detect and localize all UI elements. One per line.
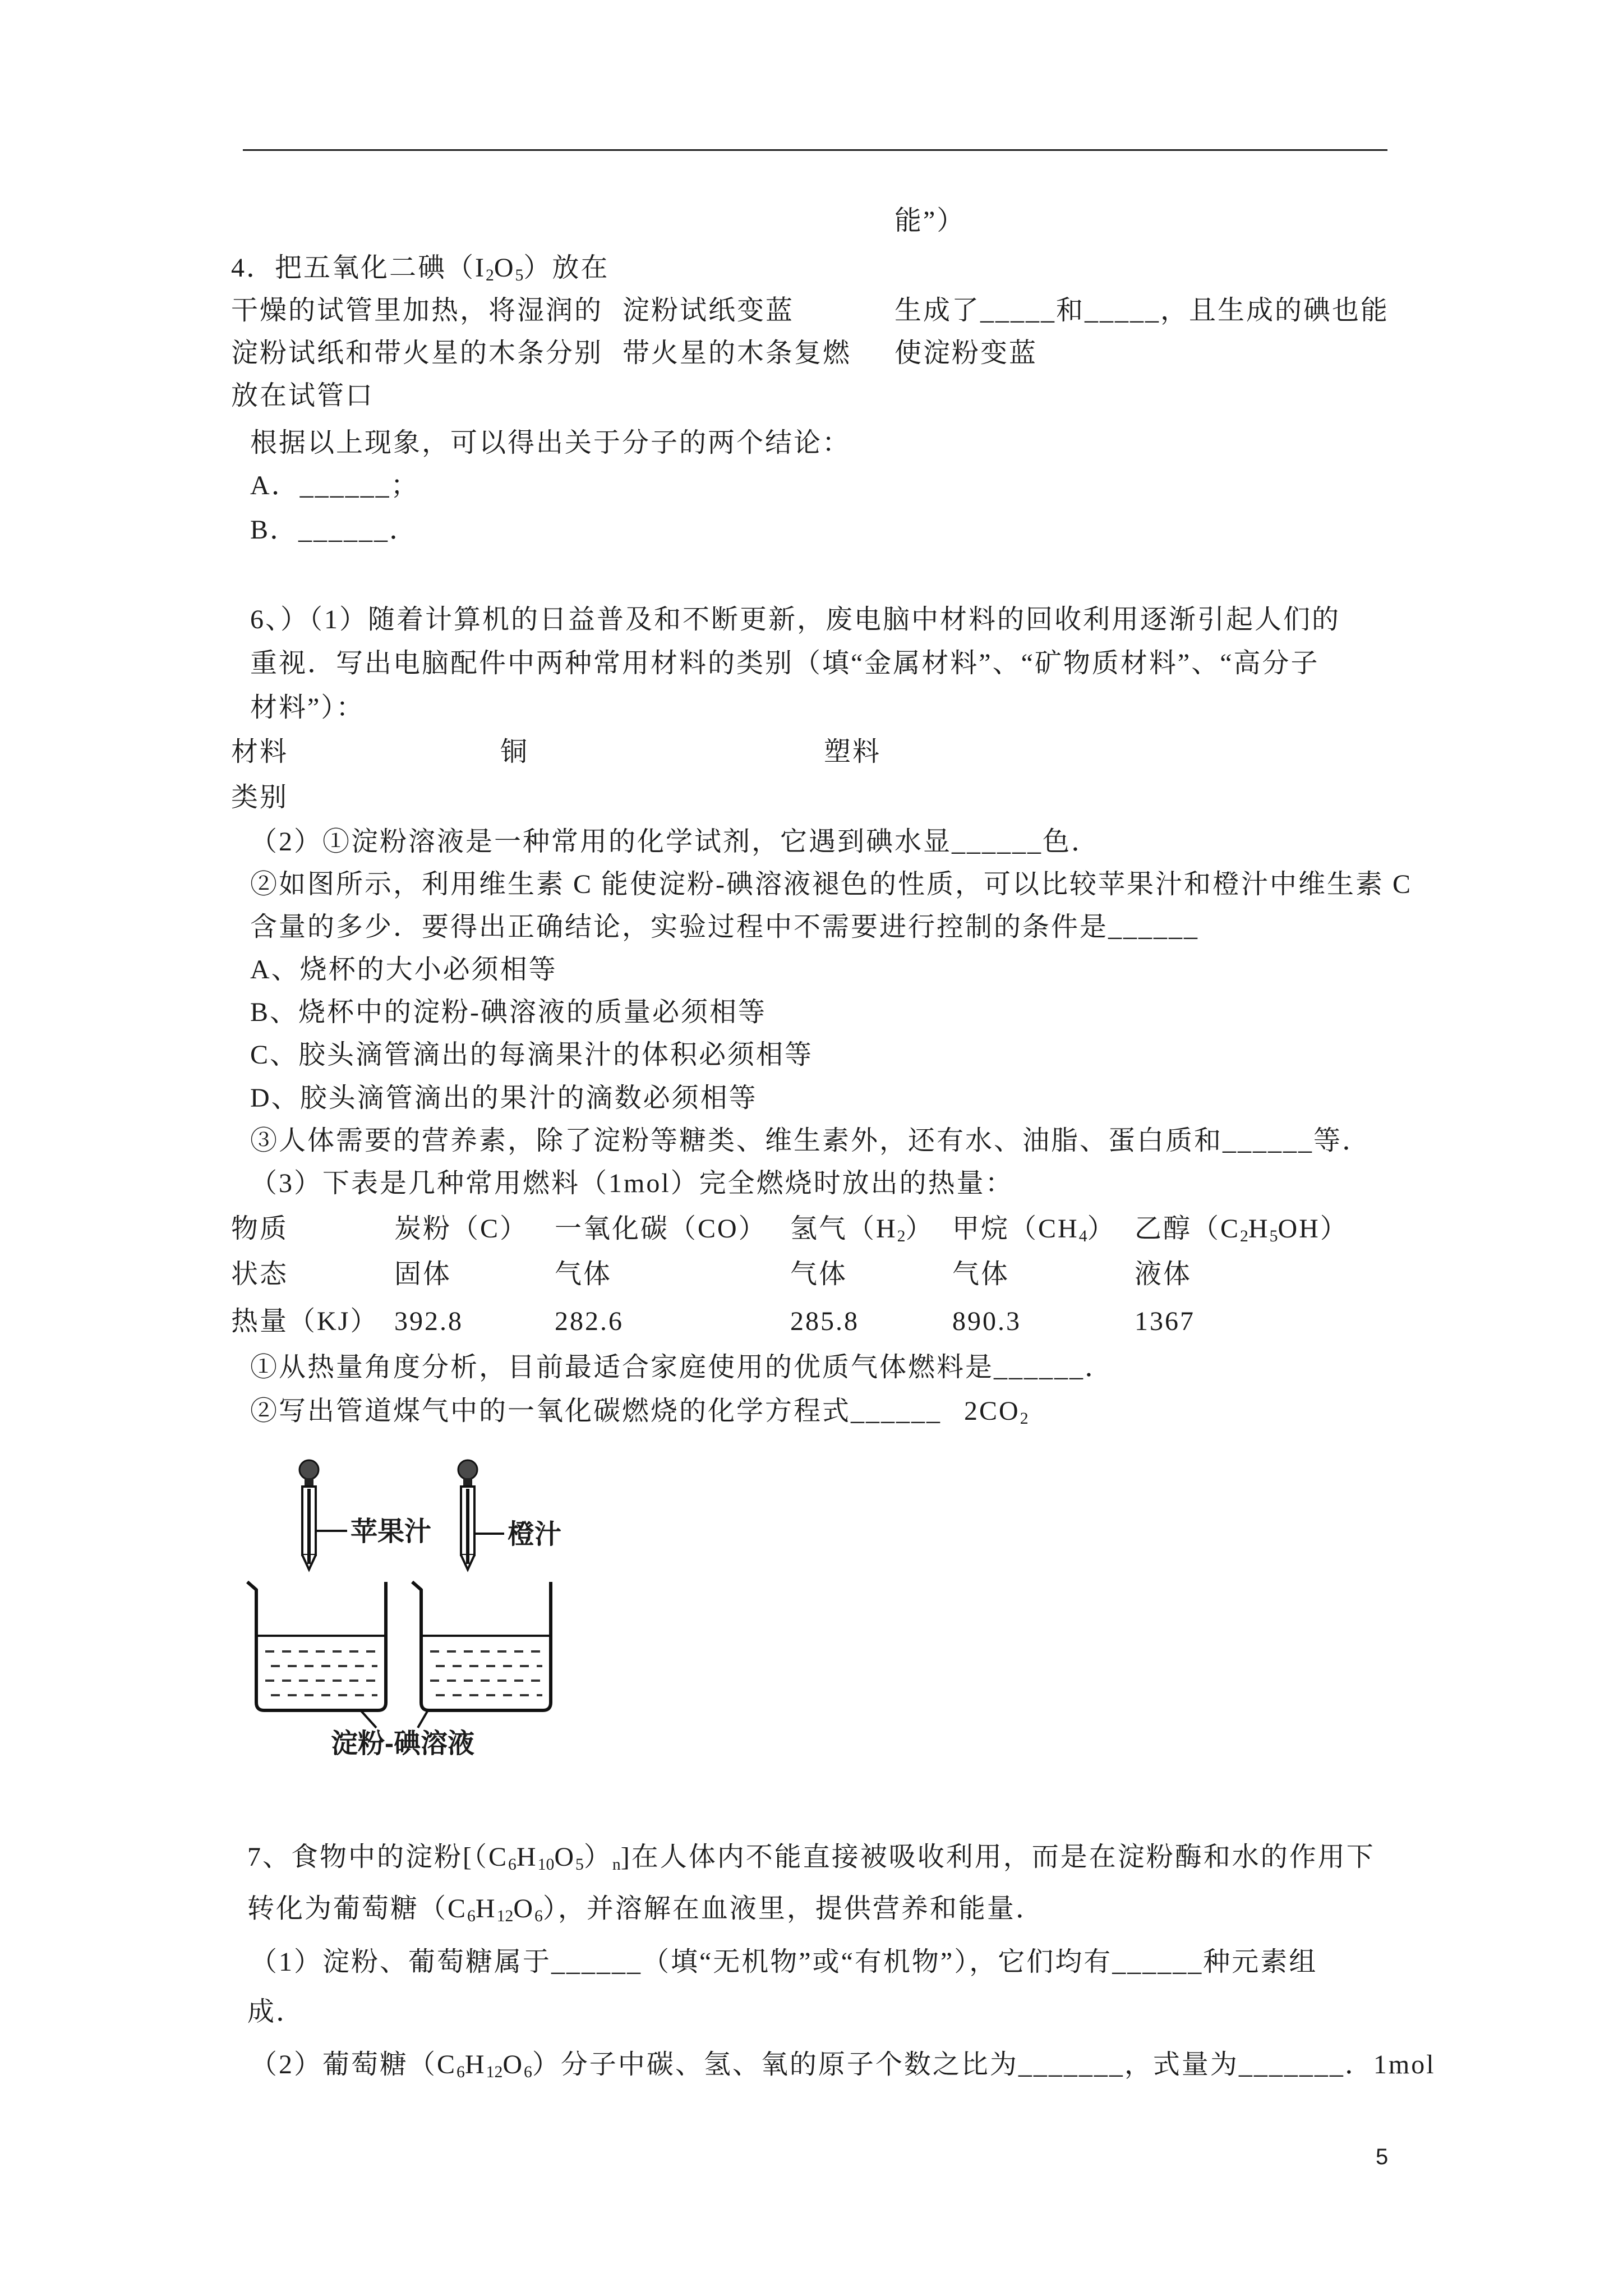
- q4-operation-line: 干燥的试管里加热，将湿润的: [231, 296, 603, 325]
- subscript: 2: [1240, 1227, 1248, 1246]
- dropper-apple-juice: [299, 1460, 319, 1570]
- beaker-outline: [412, 1582, 551, 1710]
- subscript: 2: [1020, 1409, 1029, 1428]
- subscript: 6: [534, 1907, 543, 1926]
- fuel-table-cell: 液体: [1135, 1259, 1192, 1289]
- beaker-left: [247, 1582, 386, 1710]
- q7-line: 成．: [247, 1997, 305, 2027]
- q4-intro: 4．把五氧化二碘$(I_2O_5)$放在: [231, 253, 610, 285]
- dropper-neck: [305, 1478, 313, 1487]
- q6-option-c: C、胶头滴管滴出的每滴果汁的体积必须相等: [250, 1040, 814, 1070]
- q4-prompt: 根据以上现象，可以得出关于分子的两个结论：: [250, 428, 851, 458]
- q6-part3-q2-product: $2CO_2$: [964, 1396, 1029, 1428]
- subscript: 6: [508, 1855, 517, 1874]
- subscript: 2: [897, 1227, 906, 1246]
- dropper-bulb: [299, 1460, 319, 1479]
- fuel-table-cell: 氢气$(H_2)$: [790, 1214, 934, 1246]
- fuel-table-row-label: 物质: [231, 1214, 289, 1244]
- page-number: 5: [1376, 2145, 1389, 2169]
- fuel-table-cell: 甲烷$(CH_4)$: [952, 1214, 1116, 1246]
- vitamin-c-experiment-figure: [243, 1457, 591, 1772]
- header-rule: [243, 149, 1387, 151]
- fuel-table-cell: 一氧化碳（CO）: [555, 1214, 767, 1244]
- q4-conclusion-line: 使淀粉变蓝: [895, 338, 1038, 368]
- material-table-cell: 铜: [500, 737, 529, 767]
- q4-phenomenon-line: 淀粉试纸变蓝: [623, 296, 795, 325]
- subscript: 5: [1269, 1227, 1278, 1246]
- q6-part2-line: （2）①淀粉溶液是一种常用的化学试剂，它遇到碘水显______色．: [250, 827, 1100, 857]
- q7-line: 转化为葡萄糖$(C_6H_{12}O_6)$，并溶解在血液里，提供营养和能量．: [247, 1894, 1044, 1926]
- fuel-table-row-label: 状态: [231, 1259, 289, 1289]
- fuel-table-cell: 285.8: [790, 1306, 859, 1336]
- fuel-table-cell: 392.8: [394, 1306, 463, 1336]
- beaker-outline: [247, 1582, 386, 1710]
- q4-prev-row-tail: 能”）: [895, 206, 966, 236]
- subscript: 5: [515, 266, 524, 285]
- subscript: n: [612, 1855, 621, 1874]
- q7-line: （2）葡萄糖$(C_6H_{12}O_6)$分子中碳、氢、氧的原子个数之比为_______，式量为_______．1mol: [250, 2050, 1436, 2082]
- q6-part3-q2: ②写出管道煤气中的一氧化碳燃烧的化学方程式______: [250, 1396, 942, 1426]
- dropper-orange-juice: [458, 1460, 477, 1570]
- q6-part3-q1: ①从热量角度分析，目前最适合家庭使用的优质气体燃料是______．: [250, 1352, 1114, 1382]
- subscript: 4: [1078, 1227, 1087, 1246]
- subscript: 12: [496, 1907, 514, 1926]
- fuel-table-cell: 气体: [555, 1259, 612, 1289]
- q6-option-a: A、烧杯的大小必须相等: [250, 955, 557, 984]
- beaker-label-leader-left: [361, 1710, 376, 1728]
- fuel-table-cell: 890.3: [952, 1306, 1021, 1336]
- q6-part1-line: 6、）（1）随着计算机的日益普及和不断更新，废电脑中材料的回收利用逐渐引起人们的: [250, 605, 1341, 634]
- subscript: 5: [575, 1855, 584, 1874]
- subscript: 2: [486, 266, 494, 285]
- dropper-bulb: [458, 1460, 477, 1479]
- q6-part2-line: 含量的多少．要得出正确结论，实验过程中不需要进行控制的条件是______: [250, 912, 1200, 942]
- fuel-table-cell: 炭粉（C）: [394, 1214, 529, 1244]
- q6-part1-line: 重视．写出电脑配件中两种常用材料的类别（填“金属材料”、“矿物质材料”、“高分子: [250, 648, 1320, 678]
- subscript: 12: [486, 2063, 503, 2082]
- beaker-label-leader-right: [418, 1710, 428, 1728]
- subscript: 6: [467, 1907, 476, 1926]
- q6-option-d: D、胶头滴管滴出的果汁的滴数必须相等: [250, 1083, 758, 1113]
- q4-operation-line: 放在试管口: [231, 381, 375, 411]
- fuel-table-cell: 固体: [394, 1259, 452, 1289]
- material-table-header-material: 材料: [231, 737, 289, 767]
- q4-answer-a: A．______；: [250, 471, 419, 500]
- fuel-table-cell: 气体: [952, 1259, 1010, 1289]
- material-table-header-category: 类别: [231, 783, 289, 812]
- q4-operation-line: 淀粉试纸和带火星的木条分别: [231, 338, 603, 368]
- fuel-table-cell: 1367: [1135, 1306, 1195, 1336]
- subscript: 10: [537, 1855, 555, 1874]
- fuel-table-row-label: 热量（KJ）: [231, 1306, 379, 1336]
- fuel-table-cell: 气体: [790, 1259, 848, 1289]
- q6-part3-intro: （3）下表是几种常用燃料（1mol）完全燃烧时放出的热量：: [250, 1168, 1014, 1198]
- starch-iodine-solution-label: 淀粉-碘溶液: [331, 1729, 474, 1759]
- q4-conclusion-line: 生成了_____和_____，且生成的碘也能: [895, 296, 1390, 325]
- material-table-cell: 塑料: [824, 737, 882, 767]
- orange-juice-label: 橙汁: [508, 1520, 562, 1549]
- subscript: 6: [457, 2063, 465, 2082]
- fuel-table-cell: 282.6: [555, 1306, 624, 1336]
- q6-part1-line: 材料”）：: [250, 693, 365, 723]
- q6-option-b: B、烧杯中的淀粉-碘溶液的质量必须相等: [250, 997, 767, 1027]
- subscript: 6: [524, 2063, 532, 2082]
- q7-line: 7、食物中的淀粉$[(C_6H_{10}O_5)_n]$在人体内不能直接被吸收利用，而是在淀粉酶和水的作用下: [247, 1842, 1375, 1874]
- beaker-right: [412, 1582, 551, 1710]
- q4-phenomenon-line: 带火星的木条复燃: [623, 338, 852, 368]
- q6-part2-line: ②如图所示，利用维生素 C 能使淀粉-碘溶液褪色的性质，可以比较苹果汁和橙汁中维生素 C: [250, 869, 1413, 899]
- dropper-neck: [463, 1478, 472, 1487]
- q7-line: （1）淀粉、葡萄糖属于______（填“无机物”或“有机物”），它们均有______种元素组: [250, 1947, 1318, 1977]
- fuel-table-cell: 乙醇$(C_2H_5OH)$: [1135, 1214, 1349, 1246]
- q6-part2-item3: ③人体需要的营养素，除了淀粉等糖类、维生素外，还有水、油脂、蛋白质和______等．: [250, 1126, 1371, 1156]
- q4-answer-b: B．______．: [250, 515, 418, 545]
- apple-juice-label: 苹果汁: [351, 1517, 432, 1547]
